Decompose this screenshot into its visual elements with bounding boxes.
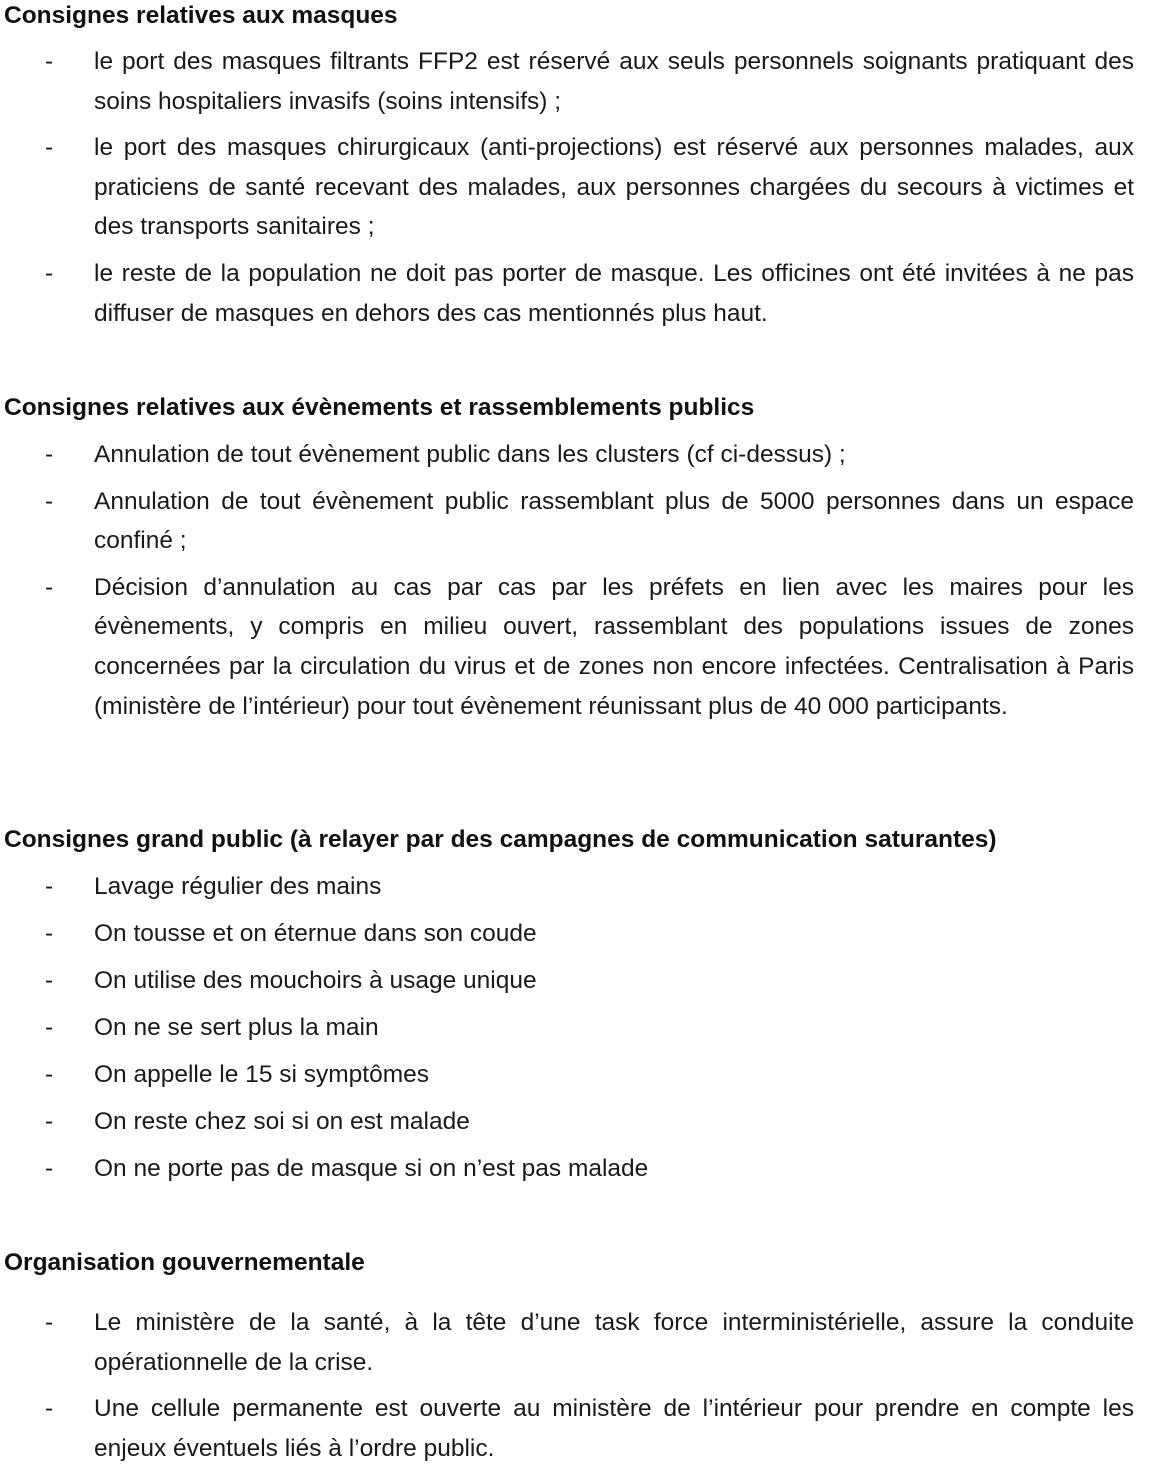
list-item bbox=[0, 1008, 1134, 1048]
list-item bbox=[0, 1389, 1134, 1468]
list-item bbox=[0, 961, 1134, 1001]
list-item-text: le port des masques filtrants FFP2 est réservé aux seuls personnels soignants pratiquant des soins hospitaliers invasifs (soins intensifs) ; bbox=[94, 48, 1134, 115]
list-item-text: Une cellule permanente est ouverte au ministère de l’intérieur pour prendre en compte les enjeux éventuels liés à l’ordre public. bbox=[94, 1395, 1134, 1462]
list-item bbox=[0, 254, 1134, 333]
list-item-text: On utilise des mouchoirs à usage unique bbox=[94, 966, 537, 994]
list-item bbox=[0, 435, 1134, 475]
list-item bbox=[0, 482, 1134, 561]
list-item bbox=[0, 1055, 1134, 1095]
list-item bbox=[0, 1102, 1134, 1142]
list-item bbox=[0, 1149, 1134, 1189]
dash-bullet: - bbox=[45, 1107, 54, 1135]
list-item-text: On tousse et on éternue dans son coude bbox=[94, 919, 537, 947]
list-item bbox=[0, 1303, 1134, 1382]
dash-bullet: - bbox=[45, 966, 54, 994]
list-item-text: Le ministère de la santé, à la tête d’une task force interministérielle, assure la conduite opérationnelle de la crise. bbox=[94, 1309, 1134, 1376]
list-item-text: Annulation de tout évènement public rassemblant plus de 5000 personnes dans un espace confiné ; bbox=[94, 487, 1134, 555]
list-item-text: On ne porte pas de masque si on n’est pas malade bbox=[94, 1154, 649, 1182]
dash-bullet: - bbox=[45, 1013, 54, 1041]
dash-bullet: - bbox=[45, 1395, 54, 1423]
list-item-text: On appelle le 15 si symptômes bbox=[94, 1060, 429, 1088]
list-item-text: On reste chez soi si on est malade bbox=[94, 1107, 470, 1135]
list-item bbox=[0, 867, 1134, 907]
section-heading: Consignes grand public (à relayer par des campagnes de communication saturantes) bbox=[4, 826, 997, 853]
bullet-list bbox=[0, 42, 1154, 333]
dash-bullet: - bbox=[45, 259, 54, 287]
section-heading: Consignes relatives aux masques bbox=[4, 2, 398, 29]
list-item bbox=[0, 914, 1134, 954]
list-item-text: On ne se sert plus la main bbox=[94, 1013, 379, 1041]
bullet-list bbox=[0, 435, 1154, 726]
dash-bullet: - bbox=[45, 134, 54, 162]
dash-bullet: - bbox=[45, 873, 54, 900]
bullet-list bbox=[0, 867, 1154, 1189]
dash-bullet: - bbox=[45, 441, 54, 468]
dash-bullet: - bbox=[45, 573, 54, 601]
dash-bullet: - bbox=[45, 1154, 54, 1182]
section-heading: Organisation gouvernementale bbox=[4, 1249, 365, 1276]
list-item bbox=[0, 42, 1134, 121]
list-item-text: Décision d’annulation au cas par cas par les préfets en lien avec les maires pour les évènements, y compris en milieu ouvert, rassemblant des populations issues de zones concernées par la circulation du virus et de zones non encore infectées. Centralisation à Paris (ministère de l’intérieur) pour tout évènement réunissant plus de 40 000 participants. bbox=[94, 573, 1134, 720]
list-item bbox=[0, 128, 1134, 247]
bullet-list bbox=[0, 1303, 1154, 1468]
dash-bullet: - bbox=[45, 487, 54, 515]
list-item-text: Lavage régulier des mains bbox=[94, 873, 382, 900]
list-item-text: Annulation de tout évènement public dans les clusters (cf ci-dessus) ; bbox=[94, 441, 846, 468]
list-item-text: le port des masques chirurgicaux (anti-projections) est réservé aux personnes malades, aux praticiens de santé recevant des malades, aux personnes chargées du secours à victimes et des transports sanitaires ; bbox=[94, 134, 1134, 241]
dash-bullet: - bbox=[45, 48, 54, 75]
dash-bullet: - bbox=[45, 1060, 54, 1088]
dash-bullet: - bbox=[45, 919, 54, 947]
section-heading: Consignes relatives aux évènements et rassemblements publics bbox=[4, 394, 755, 421]
dash-bullet: - bbox=[45, 1309, 54, 1336]
list-item-text: le reste de la population ne doit pas porter de masque. Les officines ont été invitées à ne pas diffuser de masques en dehors des cas mentionnés plus haut. bbox=[94, 259, 1134, 327]
list-item bbox=[0, 568, 1134, 726]
